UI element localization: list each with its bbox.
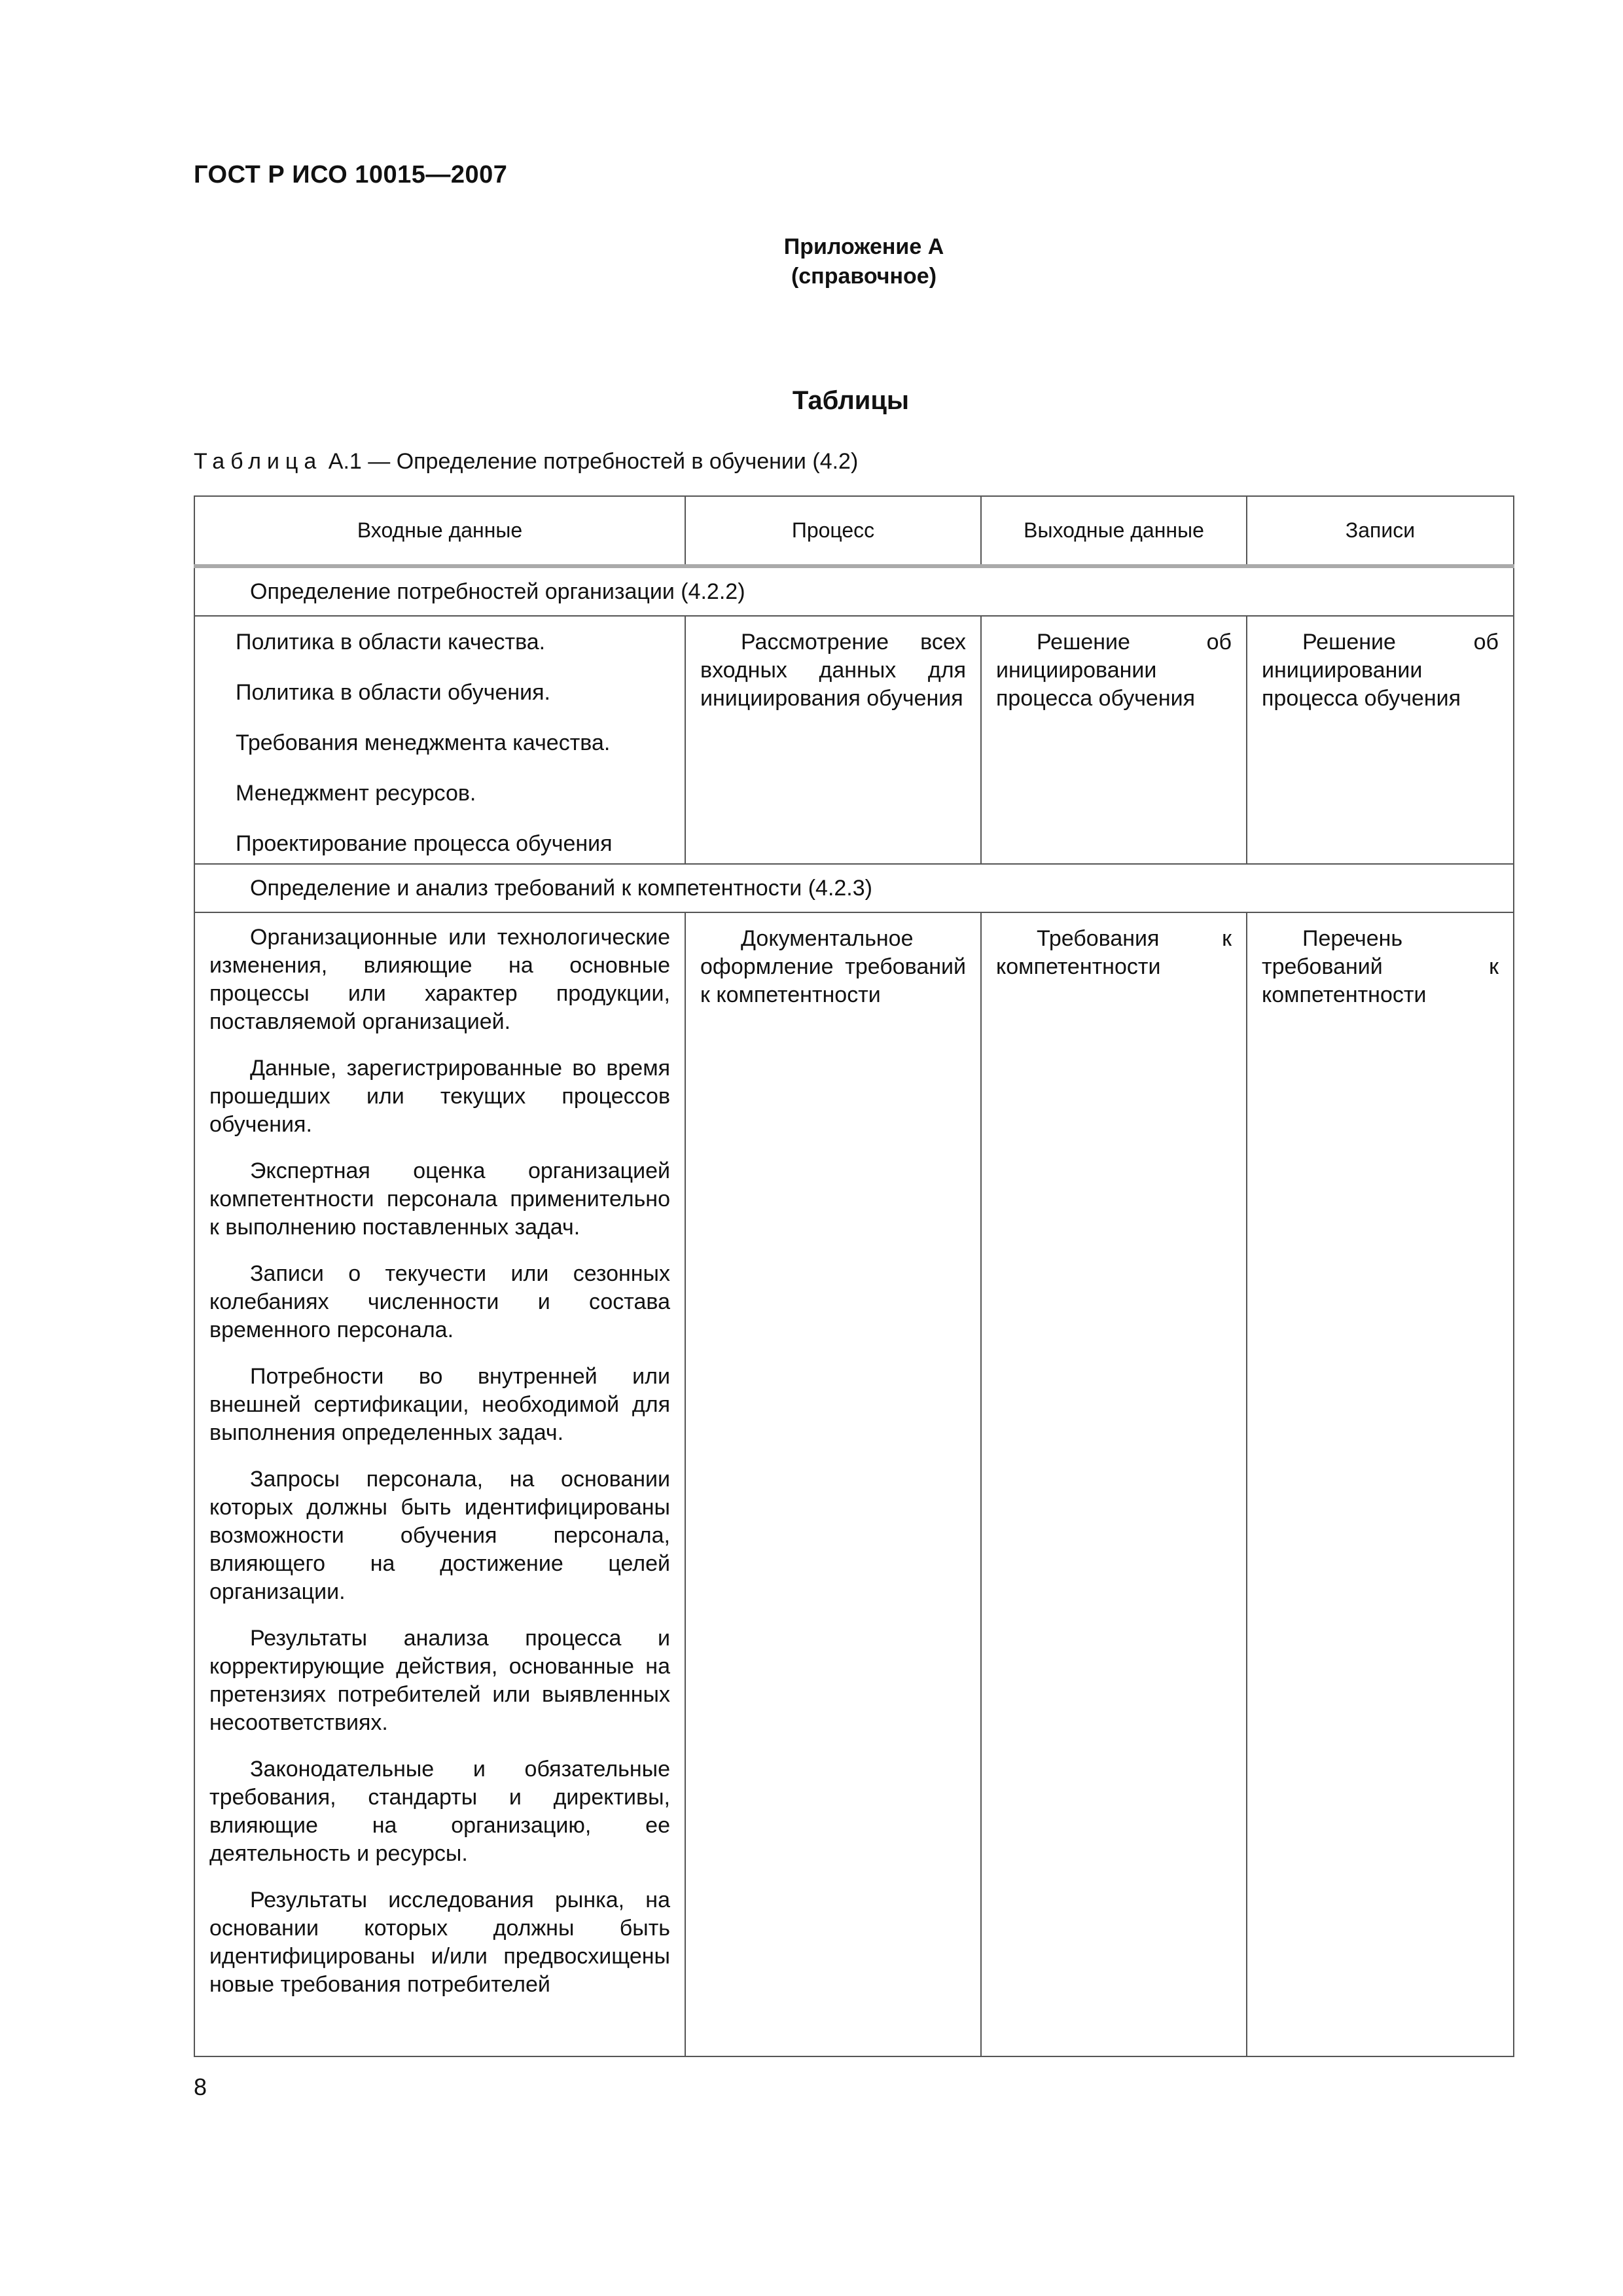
input-item: Запросы персонала, на основании которых должны быть идентифицированы возможности обучения персонала, влияющего на достижение целей организации. [209, 1467, 670, 1604]
section-row [194, 566, 1514, 616]
section-row [194, 864, 1514, 912]
annex-title: Приложение А [783, 234, 944, 259]
section1-output: Решение об инициировании процесса обучения [996, 630, 1232, 711]
section2-process: Документальное оформление требований к компетентности [700, 926, 966, 1007]
input-item: Организационные или технологические изменения, влияющие на основные процессы или характер продукции, поставляемой организацией. [209, 925, 670, 1034]
input-item: Результаты исследования рынка, на основании которых должны быть идентифицированы и/или предвосхищены новые требования потребителей [209, 1888, 670, 1997]
input-item: Проектирование процесса обучения [236, 831, 613, 856]
table-caption [194, 449, 858, 475]
annex-type: (справочное) [791, 264, 937, 289]
input-item: Экспертная оценка организацией компетентности персонала применительно к выполнению поставленных задач. [209, 1158, 670, 1240]
page-number: 8 [194, 2073, 207, 2100]
section2-title: Определение и анализ требований к компетентности (4.2.3) [194, 864, 1514, 912]
section2-records: Перечень требований к компетентности [1262, 926, 1499, 1007]
section2-inputs [194, 912, 685, 2056]
input-item: Данные, зарегистрированные во время прошедших или текущих процессов обучения. [209, 1056, 670, 1137]
header-process: Процесс [685, 496, 981, 566]
table-caption-text: А.1 — Определение потребностей в обучении (4.2) [328, 449, 859, 474]
header-outputs: Выходные данные [981, 496, 1247, 566]
header-inputs: Входные данные [194, 496, 685, 566]
input-item: Записи о текучести или сезонных колебаниях численности и состава временного персонала. [209, 1261, 670, 1342]
header-records: Записи [1247, 496, 1514, 566]
input-item: Политика в области обучения. [236, 680, 550, 705]
input-item: Требования менеджмента качества. [236, 730, 611, 755]
section1-title: Определение потребностей организации (4.2.2) [194, 566, 1514, 616]
input-item: Менеджмент ресурсов. [236, 781, 476, 806]
input-item: Политика в области качества. [236, 630, 546, 655]
section1-records: Решение об инициировании процесса обучения [1262, 630, 1499, 711]
table-row [194, 912, 1514, 2056]
input-item: Законодательные и обязательные требования, стандарты и директивы, влияющие на организацию, ее деятельность и ресурсы. [209, 1757, 670, 1866]
section2-output: Требования к компетентности [996, 926, 1232, 979]
input-item: Потребности во внутренней или внешней сертификации, необходимой для выполнения определенных задач. [209, 1364, 670, 1445]
training-needs-table [194, 495, 1514, 2057]
input-item: Результаты анализа процесса и корректирующие действия, основанные на претензиях потребителей или выявленных несоответствиях. [209, 1626, 670, 1735]
tables-heading: Таблицы [792, 386, 910, 415]
table-header-row [194, 496, 1514, 566]
table-row [194, 616, 1514, 864]
table-caption-prefix: Таблица [194, 449, 323, 474]
section1-inputs [194, 616, 685, 864]
section1-process: Рассмотрение всех входных данных для инициирования обучения [700, 630, 966, 711]
document-header: ГОСТ Р ИСО 10015—2007 [194, 161, 508, 188]
